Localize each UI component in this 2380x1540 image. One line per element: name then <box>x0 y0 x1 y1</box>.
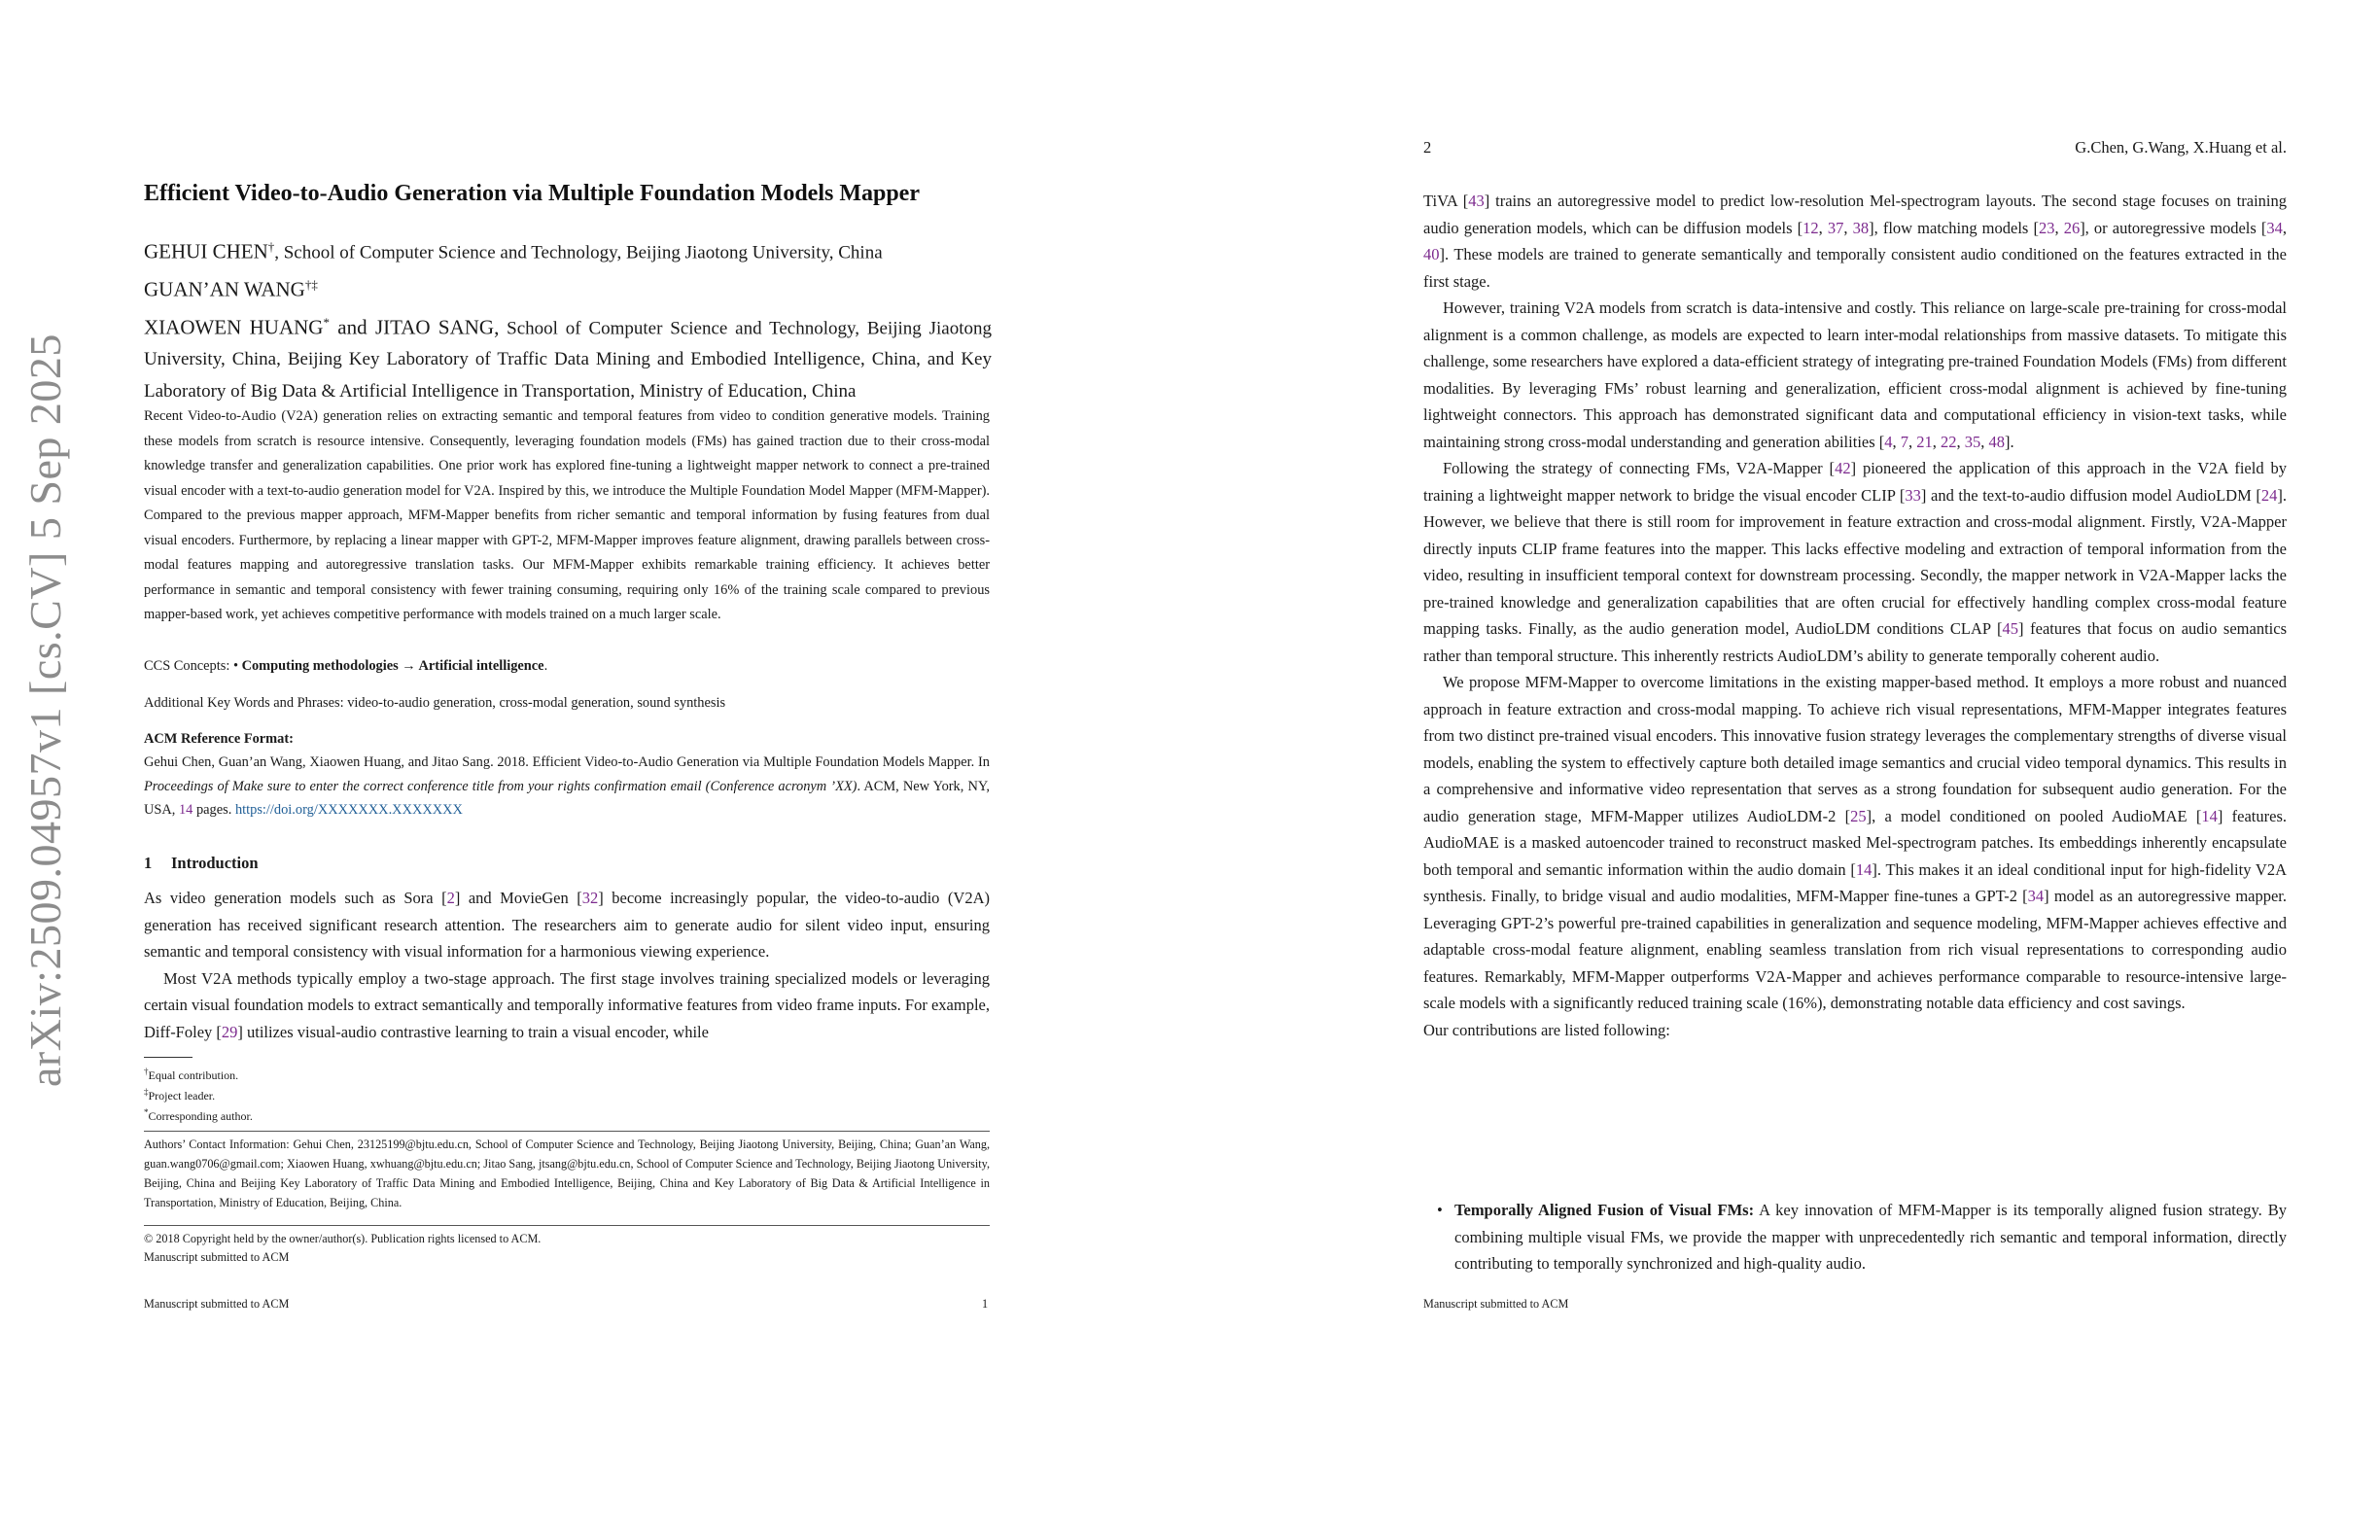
page-2 <box>1190 0 2380 1540</box>
text-run: ], flow matching models [ <box>1869 218 2039 237</box>
author-mark: * <box>323 314 330 330</box>
paragraph <box>1423 455 2287 669</box>
citation-link[interactable]: 29 <box>221 1022 238 1041</box>
text-run: ]. <box>2005 432 2014 451</box>
section-title: Introduction <box>171 854 259 872</box>
text-run: ] and MovieGen [ <box>454 889 582 907</box>
ccs-label: CCS Concepts: • <box>144 658 242 674</box>
author-line-2 <box>144 269 992 307</box>
reference-heading: ACM Reference Format: <box>144 731 294 747</box>
contribution-bullet <box>1437 1197 2287 1278</box>
section-number: 1 <box>144 854 153 872</box>
text-run: As video generation models such as Sora [ <box>144 889 447 907</box>
footer-left: Manuscript submitted to ACM <box>1423 1297 1569 1311</box>
author-name: GEHUI CHEN <box>144 239 268 263</box>
author-contact-info: Authors’ Contact Information: Gehui Chen, 23125199@bjtu.edu.cn, School of Computer Science and Technology, Beijing Jiaotong University, Beijing, China; Guan’an Wang, guan.wang0706@gmail.com; Xiaowen Huang, xwhuang@bjtu.edu.cn; Jitao Sang, jtsang@bjtu.edu.cn, School of Computer Science and Technology, Beijing Jiaotong University, Beijing, China and Beijing Key Laboratory of Traffic Data Mining and Embodied Intelligence, Beijing, China and Key Laboratory of Big Data & Artificial Intelligence in Transportation, Ministry of Education, Beijing, China. <box>144 1138 990 1209</box>
intro-body <box>144 885 990 1045</box>
text-run: ] utilizes visual-audio contrastive learning to train a visual encoder, while <box>237 1022 709 1041</box>
text-run: ] features that focus on audio semantics rather than temporal structure. This inherently restricts AudioLDM’s ability to generate temporally coherent audio. <box>1423 619 2288 665</box>
citation-link[interactable]: 42 <box>1835 459 1851 477</box>
page-number: 1 <box>982 1297 989 1311</box>
divider <box>144 1131 990 1132</box>
text-run: ] features. AudioMAE is a masked autoencoder trained to reconstruct masked Mel-spectrogram patches. Its embeddings inherently encapsulate both temporal and semantic information within the audio domain [ <box>1423 806 2287 879</box>
paper-title: Efficient Video-to-Audio Generation via Multiple Foundation Models Mapper <box>144 181 920 206</box>
paragraph: Our contributions are listed following: <box>1423 1020 1670 1039</box>
author-line-3 <box>144 307 992 408</box>
paragraph: However, training V2A models from scratch is data-intensive and costly. This reliance on large-scale pre-training for cross-modal alignment is a common challenge, as models are expected to learn inter-modal relationships from massive datasets. To mitigate this challenge, some researchers have explored a data-efficient strategy of integrating pre-trained Foundation Models (FMs) from different modalities. By leveraging FMs’ robust learning and generalization, efficient cross-modal alignment is achieved by fine-tuning lightweight connectors. This approach has demonstrated significant data and computational efficiency in vision-text tasks, while maintaining strong cross-modal understanding and generation abilities [4, 7, 21, 22, 35, 48]. <box>1423 298 2287 451</box>
footnote-rule <box>144 1057 192 1058</box>
author-mark: † <box>267 239 275 254</box>
acm-reference <box>144 731 990 822</box>
text-run: Following the strategy of connecting FMs, V2A-Mapper [ <box>1443 459 1836 477</box>
footnote-mark: ‡ <box>144 1087 149 1097</box>
page-1: arXiv:2509.04957v1 [cs.CV] 5 Sep 2025 Efficient Video-to-Audio Generation via Multiple Foundation Models Mapper GEHUI CHEN†, School of Computer Science and Technology, Beijing Jiaotong University, China GUAN’AN WANG†‡ XIAOWEN HUANG* and JITAO SANG, School of Computer Science and Technology, Beijing Jiaotong University, China, Beijing Key Laboratory of Traffic Data Mining and Embodied Intelligence, China, and Key Laboratory of Big Data & Artificial Intelligence in Transportation, Ministry of Education, China Recent Video-to-Audio (V2A) generation relies on extracting semantic and temporal features from video to condition generative models. Training these models from scratch is resource intensive. Consequently, leveraging foundation models (FMs) has gained traction due to their cross-modal knowledge transfer and generalization capabilities. One prior work has explored fine-tuning a lightweight mapper network to connect a pre-trained visual encoder with a text-to-audio generation model for V2A. Inspired by this, we introduce the Multiple Foundation Model Mapper (MFM-Mapper). Compared to the previous mapper approach, MFM-Mapper benefits from richer semantic and temporal information by fusing features from dual visual encoders. Furthermore, by replacing a linear mapper with GPT-2, MFM-Mapper improves feature alignment, drawing parallels between cross-modal features mapping and autoregressive translation tasks. Our MFM-Mapper exhibits remarkable training efficiency. It achieves better performance in semantic and temporal consistency with fewer training consuming, requiring only 16% of the training scale compared to previous mapper-based work, yet achieves competitive performance with models trained on a much larger scale. CCS Concepts: • Computing methodologies → Artificial intelligence. Additional Key Words and Phrases: video-to-audio generation, cross-modal generation, sound synthesis ACM Reference Format: Gehui Chen, Guan’an Wang, Xiaowen Huang, and Jitao Sang. 2018. Efficient Video-to-Audio Generation via Multiple Foundation Models Mapper. In Proceedings of Make sure to enter the correct conference title from your rights confirmation email (Conference acronym ’XX). ACM, New York, NY, USA, 14 pages. https://doi.org/XXXXXXX.XXXXXXX 1 Introduction As video generation models such as Sora [2] and MovieGen [32] become increasingly popular, the video-to-audio (V2A) generation has received significant research attention. The researchers aim to generate audio for silent video input, ensuring semantic and temporal consistency with visual information for a harmonious viewing experience. Most V2A methods typically employ a two-stage approach. The first stage involves training specialized models or leveraging certain visual foundation models to extract semantically and temporally informative features from video frame inputs. For example, Diff-Foley [29] utilizes visual-audio contrastive learning to train a visual encoder, while †Equal contribution. ‡Project leader. *Corresponding author. Authors’ Contact Information: Gehui Chen, 23125199@bjtu.edu.cn, School of Computer Science and Technology, Beijing Jiaotong University, Beijing, China; Guan’an Wang, guan.wang0706@gmail.com; Xiaowen Huang, xwhuang@bjtu.edu.cn; Jitao Sang, jtsang@bjtu.edu.cn, School of Computer Science and Technology, Beijing Jiaotong University, Beijing, China and Beijing Key Laboratory of Traffic Data Mining and Embodied Intelligence, Beijing, China and Key Laboratory of Big Data & Artificial Intelligence in Transportation, Ministry of Education, Beijing, China. © 2018 Copyright held by the owner/author(s). Publication rights licensed to ACM. Manuscript submitted to ACM Manuscript submitted to ACM 1 <box>0 0 1190 1540</box>
citation-link[interactable]: 14 <box>2201 806 2218 825</box>
citation-link[interactable]: 48 <box>1988 432 2006 451</box>
footnotes <box>144 1064 253 1125</box>
paragraph <box>144 885 990 965</box>
citation-link[interactable]: 14 <box>1855 859 1872 879</box>
citation-link[interactable]: 40 <box>1423 245 1440 263</box>
paragraph: TiVA [43] trains an autoregressive model to predict low-resolution Mel-spectrogram layouts. The second stage focuses on training audio generation models, which can be diffusion models [12, 37, 38], flow matching models [23, 26], or autoregressive models [34, 40]. These models are trained to generate semantically and temporally consistent audio conditioned on the features extracted in the first stage. <box>1423 192 2288 291</box>
citation-link[interactable]: 25 <box>1850 806 1867 825</box>
paragraph <box>144 965 990 1046</box>
text-run: ], a model conditioned on pooled AudioMAE [ <box>1866 806 2202 825</box>
text-run: We propose MFM-Mapper to overcome limitations in the existing mapper-based method. It employs a more robust and nuanced approach in feature extraction and cross-modal mapping. To achieve rich visual representations, MFM-Mapper integrates features from two distinct pre-trained visual encoders. This innovative fusion strategy leverages the complementary strengths of diverse visual models, enabling the system to effectively capture both detailed image semantics and crucial video temporal dynamics. This results in a comprehensive and informative video representation that serves as a strong foundation for subsequent audio generation. For the audio generation stage, MFM-Mapper utilizes AudioLDM-2 [ <box>1423 673 2287 825</box>
text-run: ] pioneered the application of this approach in the V2A field by training a lightweight mapper network to bridge the visual encoder CLIP [ <box>1423 459 2287 505</box>
citation-link[interactable]: 21 <box>1916 432 1933 451</box>
footnote <box>144 1104 253 1125</box>
footnote-text: Equal contribution. <box>148 1068 239 1082</box>
footer-left: Manuscript submitted to ACM <box>144 1297 290 1311</box>
footnote <box>144 1084 253 1104</box>
section-heading <box>144 854 259 873</box>
text-run: TiVA [ <box>1423 192 1469 210</box>
footnote-text: Project leader. <box>148 1089 216 1102</box>
reference-venue: Proceedings of Make sure to enter the correct conference title from your rights confirmation email (Conference acronym ’XX) <box>144 778 858 794</box>
author-block <box>144 231 992 407</box>
text-run: ]. This makes it an ideal conditional input for high-fidelity V2A synthesis. Finally, to bridge visual and audio modalities, MFM-Mapper fine-tunes a GPT-2 [ <box>1423 859 2287 905</box>
paragraph <box>1423 669 2287 1017</box>
text-run: ]. However, we believe that there is still room for improvement in feature extraction and cross-modal alignment. Firstly, V2A-Mapper directly inputs CLIP frame features into the mapper. This lacks effective modeling and extraction of temporal information from the video, resulting in insufficient temporal context for downstream processing. Secondly, the mapper network in V2A-Mapper lacks the pre-trained knowledge and generalization capabilities that are often crucial for effectively handling complex cross-modal feature mapping tasks. Finally, as the audio generation model, AudioLDM conditions CLAP [ <box>1423 485 2287 638</box>
copyright-text: © 2018 Copyright held by the owner/author(s). Publication rights licensed to ACM. <box>144 1232 542 1245</box>
text-run: ] trains an autoregressive model to predict low-resolution Mel-spectrogram layouts. The second stage focuses on training audio generation models, which can be diffusion models [ <box>1423 192 2287 237</box>
author-affiliation: School of Computer Science and Technology, Beijing Jiaotong University, China, Beijing Key Laboratory of Traffic Data Mining and Embodied Intelligence, China, and Key Laboratory of Big Data & Artificial Intelligence in Transportation, Ministry of Education, China <box>144 317 992 402</box>
submitted-text: Manuscript submitted to ACM <box>144 1250 290 1264</box>
citation-link[interactable]: 35 <box>1964 432 1981 451</box>
divider <box>144 1225 990 1226</box>
ccs-end: . <box>543 658 548 674</box>
citation-link[interactable]: 34 <box>2027 887 2045 905</box>
citation-link[interactable]: 43 <box>1468 192 1485 210</box>
citation-link[interactable]: 26 <box>2063 218 2081 237</box>
abstract: Recent Video-to-Audio (V2A) generation relies on extracting semantic and temporal features from video to condition generative models. Training these models from scratch is resource intensive. Consequently, leveraging foundation models (FMs) has gained traction due to their cross-modal knowledge transfer and generalization capabilities. One prior work has explored fine-tuning a lightweight mapper network to connect a pre-trained visual encoder with a text-to-audio generation model for V2A. Inspired by this, we introduce the Multiple Foundation Model Mapper (MFM-Mapper). Compared to the previous mapper approach, MFM-Mapper benefits from richer semantic and temporal information by fusing features from dual visual encoders. Furthermore, by replacing a linear mapper with GPT-2, MFM-Mapper improves feature alignment, drawing parallels between cross-modal features mapping and autoregressive translation tasks. Our MFM-Mapper exhibits remarkable training efficiency. It achieves better performance in semantic and temporal consistency with fewer training consuming, requiring only 16% of the training scale compared to previous mapper-based work, yet achieves competitive performance with models trained on a much larger scale. <box>144 408 990 622</box>
text-run: However, training V2A models from scratch is data-intensive and costly. This reliance on large-scale pre-training for cross-modal alignment is a common challenge, as models are expected to learn inter-modal relationships from massive datasets. To mitigate this challenge, some researchers have explored a data-efficient strategy of integrating pre-trained Foundation Models (FMs) from different modalities. By leveraging FMs’ robust learning and generalization, efficient cross-modal alignment is achieved by fine-tuning lightweight connectors. This approach has demonstrated significant data and computational efficiency in vision-text tasks, while maintaining strong cross-modal understanding and generation abilities [ <box>1423 298 2287 451</box>
footnote-text: Corresponding author. <box>148 1109 253 1123</box>
text-run: ], or autoregressive models [ <box>2080 218 2267 237</box>
citation-link[interactable]: 32 <box>581 889 599 907</box>
bullet-dot: • <box>1437 1201 1443 1219</box>
citation-link[interactable]: 34 <box>2266 218 2283 237</box>
reference-pages-link[interactable]: 14 <box>178 802 193 818</box>
citation-link[interactable]: 4 <box>1884 432 1893 451</box>
keywords: Additional Key Words and Phrases: video-to-audio generation, cross-modal generation, sound synthesis <box>144 695 726 711</box>
citation-link[interactable]: 22 <box>1941 432 1957 451</box>
running-head-authors: G.Chen, G.Wang, X.Huang et al. <box>2075 138 2287 157</box>
citation-link[interactable]: 23 <box>2038 218 2055 237</box>
citation-link[interactable]: 24 <box>2260 485 2278 505</box>
citation-link[interactable]: 45 <box>2002 619 2019 638</box>
bullet-title: Temporally Aligned Fusion of Visual FMs: <box>1454 1201 1755 1219</box>
author-name: GUAN’AN WANG <box>144 277 305 301</box>
text-run: ] model as an autoregressive mapper. Leveraging GPT-2’s powerful pre-trained capabilities in generalization and sequence modeling, MFM-Mapper achieves effective and adaptable cross-modal feature alignment, enabling seamless translation from rich visual representations to corresponding audio features. Remarkably, MFM-Mapper outperforms V2A-Mapper and achieves performance comparable to resource-intensive large-scale models with a significantly reduced training scale (16%), demonstrating notable data efficiency and cost savings. <box>1423 887 2288 1012</box>
citation-link[interactable]: 38 <box>1852 218 1870 237</box>
ccs-value: Computing methodologies → Artificial intelligence <box>241 658 544 674</box>
running-head-page-number: 2 <box>1423 138 1432 157</box>
footnote-mark: * <box>144 1107 149 1117</box>
citation-link[interactable]: 37 <box>1827 218 1844 237</box>
reference-text <box>144 751 990 822</box>
citation-link[interactable]: 33 <box>1905 485 1921 505</box>
copyright-block <box>144 1230 541 1267</box>
author-name: JITAO SANG, <box>374 314 500 338</box>
bullet-body: A key innovation of MFM-Mapper is its temporally aligned fusion strategy. By combining multiple visual FMs, we provide the mapper with unprecedentedly rich semantic and temporal information, directly contributing to temporally synchronized and high-quality audio. <box>1454 1201 2287 1273</box>
page-2-body <box>1423 188 2287 1043</box>
bullet-text <box>1454 1197 2287 1278</box>
author-name: XIAOWEN HUANG <box>144 314 324 338</box>
author-line-1 <box>144 231 992 269</box>
doi-link[interactable]: https://doi.org/XXXXXXX.XXXXXXX <box>234 802 463 818</box>
text-run: ] become increasingly popular, the video-to-audio (V2A) generation has received significant research attention. The researchers aim to generate audio for silent video input, ensuring semantic and temporal consistency with visual information for a harmonious viewing experience. <box>144 889 990 961</box>
footnote-mark: † <box>144 1067 149 1076</box>
author-affiliation: , School of Computer Science and Technology, Beijing Jiaotong University, China <box>274 242 883 263</box>
text-run: ] and the text-to-audio diffusion model AudioLDM [ <box>1920 485 2261 505</box>
ccs-concepts <box>144 658 990 675</box>
text-run: ]. These models are trained to generate semantically and temporally consistent audio conditioned on the features extracted in the first stage. <box>1423 245 2287 291</box>
citation-link[interactable]: 2 <box>446 889 455 907</box>
text-run: Most V2A methods typically employ a two-stage approach. The first stage involves training specialized models or leveraging certain visual foundation models to extract semantically and temporally informative features from video frame inputs. For example, Diff-Foley [ <box>144 968 990 1041</box>
reference-part: . ACM, New York, NY, USA, <box>144 778 990 818</box>
reference-part: Gehui Chen, Guan’an Wang, Xiaowen Huang, and Jitao Sang. 2018. Efficient Video-to-Audio Generation via Multiple Foundation Models Mapper. In <box>144 754 990 770</box>
citation-link[interactable]: 7 <box>1900 432 1909 451</box>
citation-link[interactable]: 12 <box>1802 218 1819 237</box>
author-mark: †‡ <box>304 276 318 292</box>
author-and: and <box>329 314 375 338</box>
reference-part: pages. <box>192 802 235 818</box>
footnote <box>144 1064 253 1084</box>
